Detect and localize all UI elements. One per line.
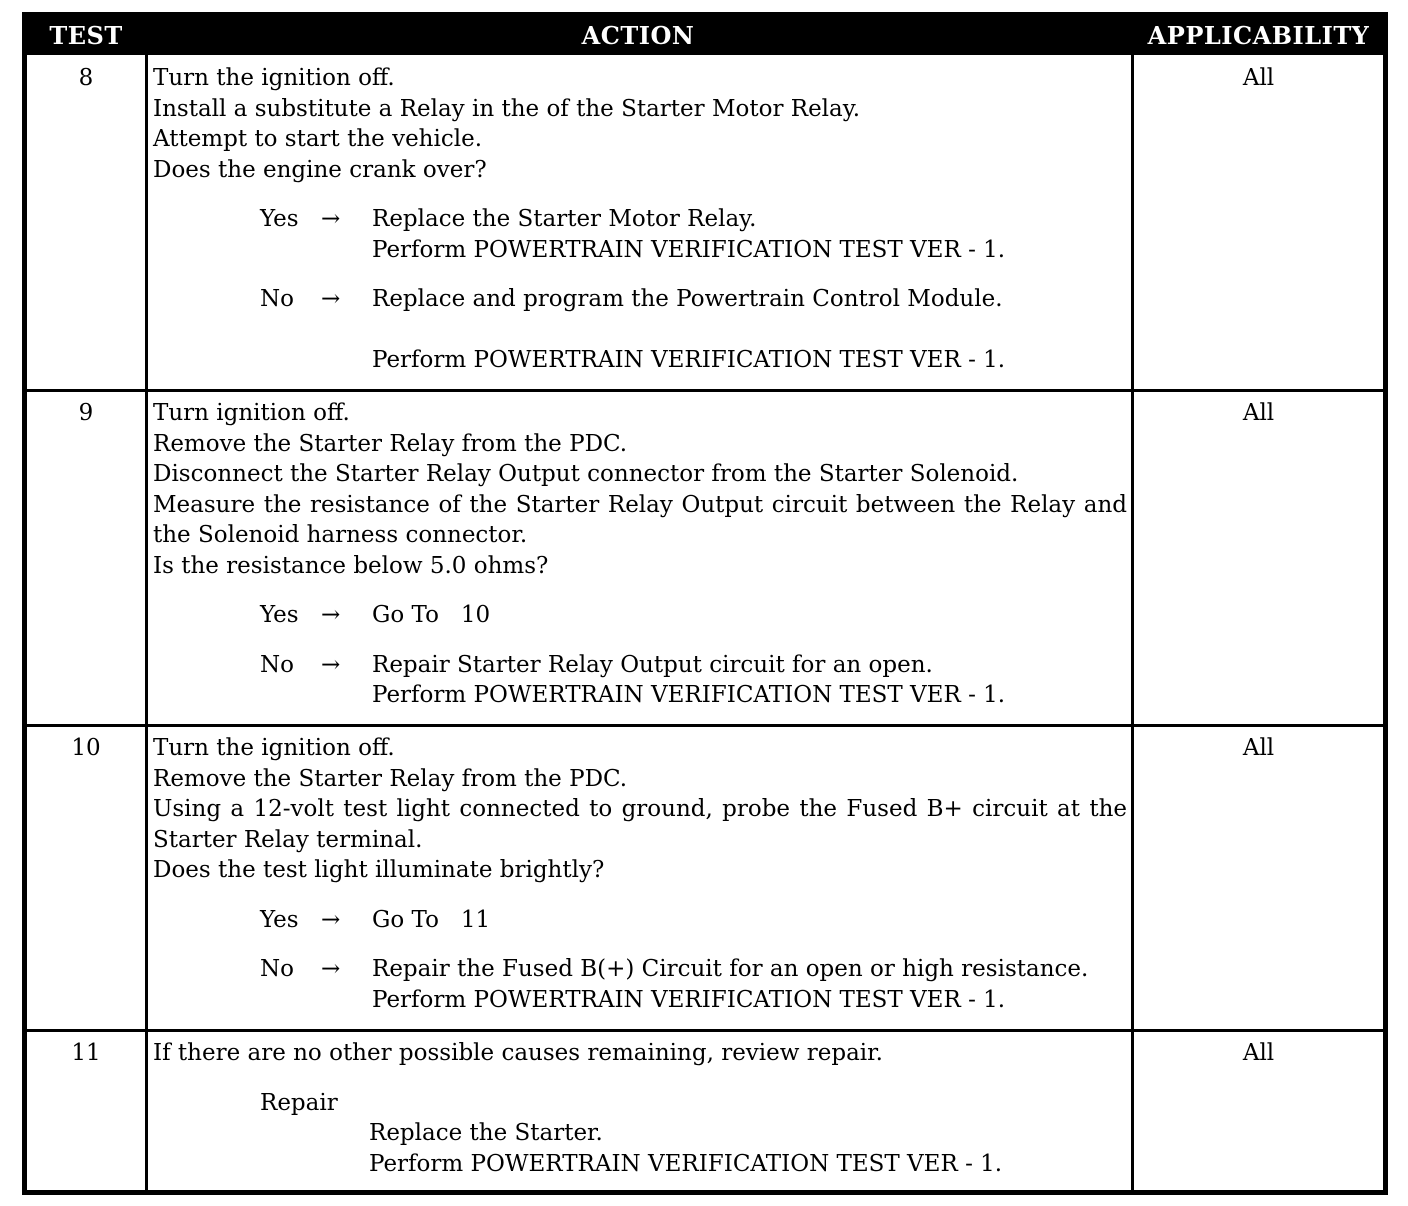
result-line: Replace the Starter Motor Relay. bbox=[372, 206, 757, 232]
column-divider bbox=[1131, 55, 1134, 1190]
no-result bbox=[153, 284, 1127, 315]
test-action bbox=[153, 63, 1127, 375]
action-line: Does the test light illuminate brightly? bbox=[153, 857, 605, 883]
result-line: Replace and program the Powertrain Control Module. bbox=[372, 286, 1003, 312]
header-action: ACTION bbox=[581, 21, 695, 50]
yes-label: Yes bbox=[260, 906, 299, 933]
no-label: No bbox=[260, 956, 294, 982]
applicability-value: All bbox=[1242, 65, 1275, 91]
header-test: TEST bbox=[49, 21, 123, 50]
result-line: Replace the Starter. bbox=[369, 1120, 603, 1146]
test-number: 10 bbox=[71, 735, 101, 761]
applicability-value: All bbox=[1242, 735, 1275, 761]
test-number: 9 bbox=[78, 400, 94, 426]
table-header bbox=[27, 17, 1383, 55]
test-action bbox=[153, 733, 1127, 1015]
yes-result bbox=[153, 905, 1127, 936]
arrow-icon: → bbox=[321, 906, 341, 933]
repair-label: Repair bbox=[260, 1089, 338, 1116]
no-result bbox=[153, 954, 1127, 985]
action-line: Install a substitute a Relay in the of the Starter Motor Relay. bbox=[153, 95, 861, 122]
action-line: Measure the resistance of the Starter Relay Output circuit between the Relay and the Solenoid harness connector. bbox=[153, 491, 1127, 548]
action-line: Remove the Starter Relay from the PDC. bbox=[153, 765, 628, 792]
result-line: Repair the Fused B(+) Circuit for an open or high resistance. bbox=[372, 956, 1089, 982]
goto-link[interactable]: Go To 11 bbox=[372, 906, 491, 933]
result-line: Perform POWERTRAIN VERIFICATION TEST VER - 1. bbox=[372, 236, 1006, 263]
applicability-value: All bbox=[1242, 1040, 1275, 1066]
yes-label: Yes bbox=[260, 602, 299, 628]
result-line: Repair Starter Relay Output circuit for an open. bbox=[372, 651, 933, 678]
result-line: Perform POWERTRAIN VERIFICATION TEST VER - 1. bbox=[372, 682, 1006, 708]
action-line: Turn ignition off. bbox=[153, 400, 350, 426]
row-divider bbox=[27, 724, 1383, 727]
repair-result bbox=[153, 1088, 1127, 1119]
row-divider bbox=[27, 1029, 1383, 1032]
action-line: Turn the ignition off. bbox=[153, 735, 395, 761]
diagnostic-table bbox=[22, 12, 1388, 1195]
action-line: Does the engine crank over? bbox=[153, 156, 487, 183]
arrow-icon: → bbox=[321, 956, 341, 982]
arrow-icon: → bbox=[321, 206, 341, 232]
test-action bbox=[153, 1038, 1127, 1179]
result-line: Perform POWERTRAIN VERIFICATION TEST VER - 1. bbox=[372, 986, 1006, 1013]
no-label: No bbox=[260, 651, 294, 678]
goto-link[interactable]: Go To 10 bbox=[372, 602, 491, 628]
test-number: 8 bbox=[78, 65, 94, 91]
action-line: Remove the Starter Relay from the PDC. bbox=[153, 430, 628, 457]
yes-result bbox=[153, 204, 1127, 235]
test-number: 11 bbox=[71, 1040, 101, 1066]
result-line: Perform POWERTRAIN VERIFICATION TEST VER - 1. bbox=[369, 1150, 1003, 1177]
action-line: Is the resistance below 5.0 ohms? bbox=[153, 552, 549, 579]
arrow-icon: → bbox=[321, 602, 341, 628]
action-line: Disconnect the Starter Relay Output connector from the Starter Solenoid. bbox=[153, 461, 1019, 487]
action-line: If there are no other possible causes remaining, review repair. bbox=[153, 1040, 883, 1066]
no-label: No bbox=[260, 286, 294, 312]
header-applicability: APPLICABILITY bbox=[1147, 21, 1370, 50]
no-result bbox=[153, 650, 1127, 681]
test-action bbox=[153, 398, 1127, 711]
yes-result bbox=[153, 600, 1127, 631]
action-line: Turn the ignition off. bbox=[153, 65, 395, 91]
arrow-icon: → bbox=[321, 651, 341, 678]
applicability-value: All bbox=[1242, 400, 1275, 426]
action-line: Attempt to start the vehicle. bbox=[153, 126, 483, 152]
yes-label: Yes bbox=[260, 206, 299, 232]
row-divider bbox=[27, 389, 1383, 392]
result-line: Perform POWERTRAIN VERIFICATION TEST VER - 1. bbox=[372, 346, 1006, 373]
action-line: Using a 12-volt test light connected to ground, probe the Fused B+ circuit at the Starter Relay terminal. bbox=[153, 796, 1127, 853]
arrow-icon: → bbox=[321, 286, 341, 312]
column-divider bbox=[145, 55, 148, 1190]
